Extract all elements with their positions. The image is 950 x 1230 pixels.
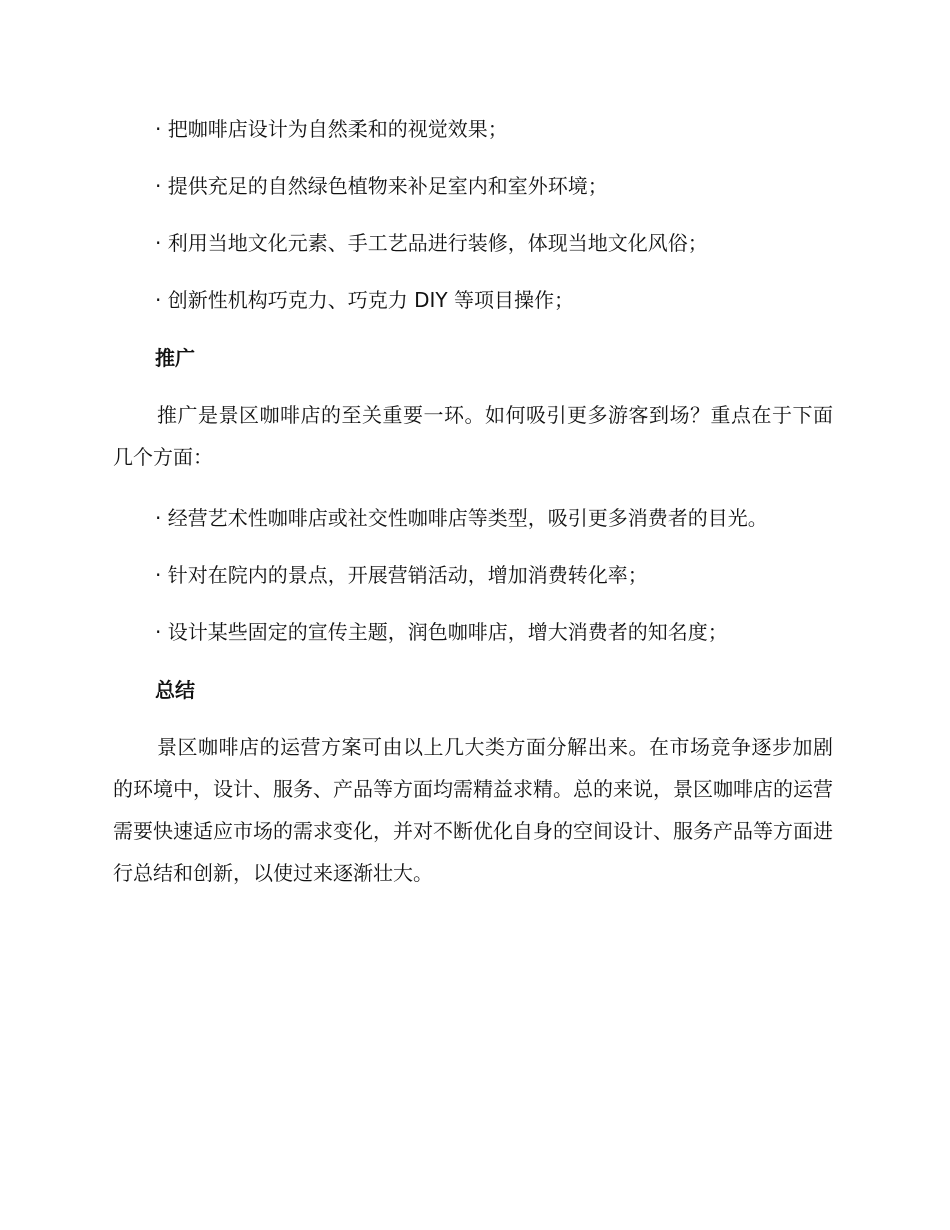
design-bullet-3: · 利用当地文化元素、手工艺品进行装修，体现当地文化风俗； [155,231,708,255]
summary-body: 景区咖啡店的运营方案可由以上几大类方面分解出来。在市场竞争逐步加剧的环境中，设计、服务、产品等方面均需精益求精。总的来说，景区咖啡店的运营需要快速适应市场的需求变化，并对不断优化自身的空间设计、服务产品等方面进行总结和创新，以使过来逐渐壮大。 [113,735,833,885]
design-bullet-2: · 提供充足的自然绿色植物来补足室内和室外环境； [155,174,608,198]
promotion-bullet-3: · 设计某些固定的宣传主题，润色咖啡店，增大消费者的知名度； [155,620,728,644]
design-bullet-1: · 把咖啡店设计为自然柔和的视觉效果； [155,117,508,141]
promotion-bullet-2: · 针对在院内的景点，开展营销活动，增加消费转化率； [155,563,648,587]
promotion-intro: 推广是景区咖啡店的至关重要一环。如何吸引更多游客到场？重点在于下面几个方面： [113,403,833,469]
promotion-bullet-1: · 经营艺术性咖啡店或社交性咖啡店等类型，吸引更多消费者的目光。 [155,506,768,530]
design-bullet-4: · 创新性机构巧克力、巧克力 DIY 等项目操作； [155,288,574,312]
promotion-heading: 推广 [155,346,195,370]
summary-heading: 总结 [155,678,195,702]
